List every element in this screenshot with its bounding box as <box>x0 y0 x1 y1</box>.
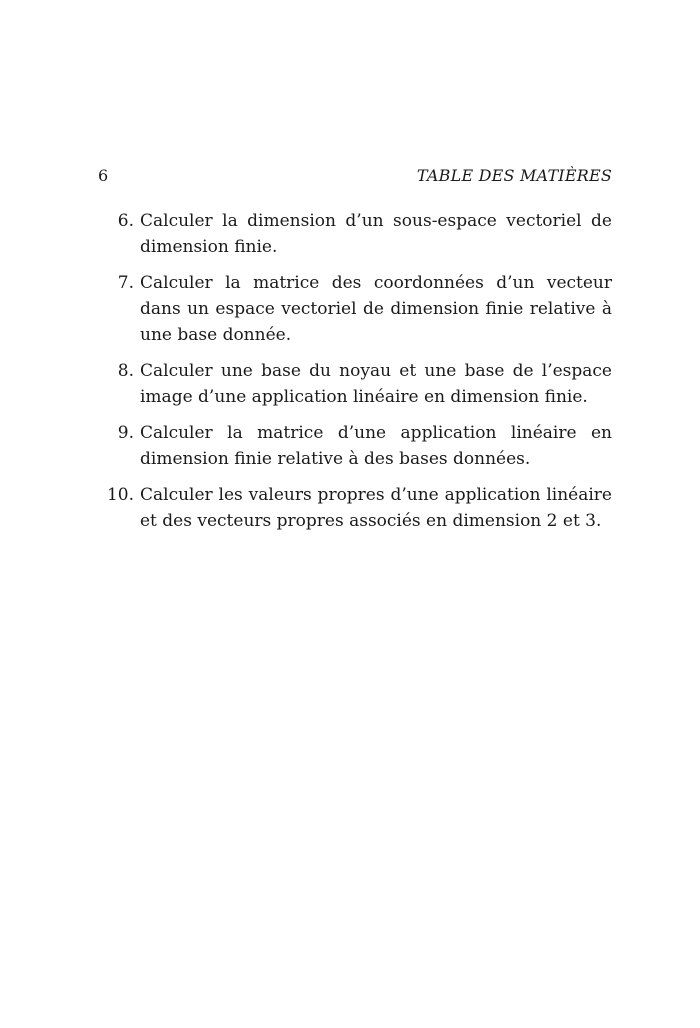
objective-list <box>98 208 612 544</box>
page-header <box>98 164 612 188</box>
item-number: 6. <box>117 211 134 231</box>
item-text: Calculer la dimension d’un sous-espace vectoriel de dimension finie. <box>140 211 612 257</box>
item-number: 9. <box>117 423 134 443</box>
item-number: 8. <box>117 361 134 381</box>
list-item <box>98 208 612 260</box>
list-item <box>98 420 612 472</box>
list-item <box>98 482 612 534</box>
list-item <box>98 358 612 410</box>
item-text: Calculer une base du noyau et une base de l’espace image d’une application linéaire en dimension finie. <box>140 361 612 407</box>
item-number: 10. <box>106 485 134 505</box>
item-text: Calculer la matrice des coordonnées d’un vecteur dans un espace vectoriel de dimension finie relative à une base donnée. <box>140 273 612 345</box>
item-number: 7. <box>117 273 134 293</box>
running-title: TABLE DES MATIÈRES <box>416 166 612 185</box>
item-text: Calculer la matrice d’une application linéaire en dimension finie relative à des bases données. <box>140 423 612 469</box>
list-item <box>98 270 612 348</box>
page-number: 6 <box>98 166 109 185</box>
item-text: Calculer les valeurs propres d’une application linéaire et des vecteurs propres associés en dimension 2 et 3. <box>140 485 612 531</box>
